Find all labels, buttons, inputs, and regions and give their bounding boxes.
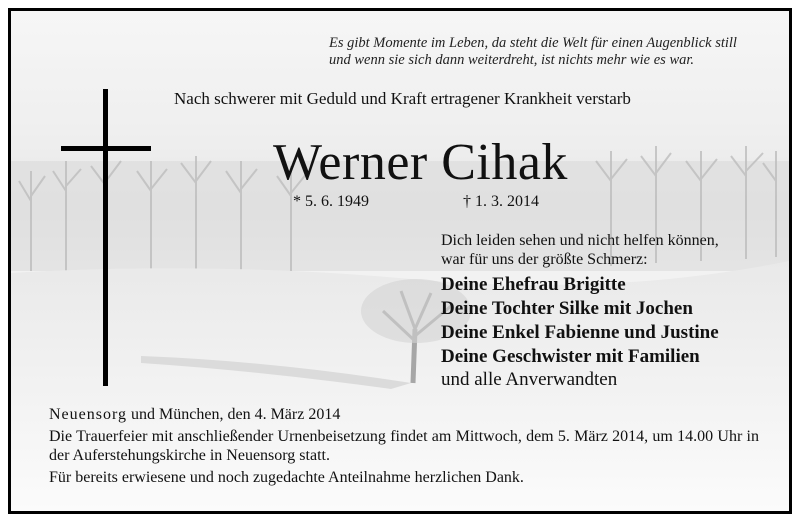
mourning-verse xyxy=(441,231,719,269)
family-list xyxy=(441,273,719,369)
place-town: Neuensorg xyxy=(49,406,128,423)
family-member: Deine Tochter Silke mit Jochen xyxy=(441,298,693,319)
cross-icon-bar xyxy=(61,146,151,151)
family-member: Deine Geschwister mit Familien xyxy=(441,346,700,367)
intro-text: Nach schwerer mit Geduld und Kraft ertragener Krankheit verstarb xyxy=(174,89,631,108)
quote-line-2: und wenn sie sich dann weiterdreht, ist nichts mehr wie es war. xyxy=(329,52,695,68)
family-member: Deine Enkel Fabienne und Justine xyxy=(441,322,719,343)
birth-date: * 5. 6. 1949 xyxy=(293,193,369,210)
verse-line-2: war für uns der größte Schmerz: xyxy=(441,251,648,268)
cross-icon xyxy=(103,89,108,386)
deceased-name: Werner Cihak xyxy=(273,134,568,191)
death-date: † 1. 3. 2014 xyxy=(463,193,539,210)
quote-line-1: Es gibt Momente im Leben, da steht die Welt für einen Augenblick still xyxy=(329,35,737,51)
place-rest: und München, den 4. März 2014 xyxy=(127,406,341,423)
place-and-date xyxy=(49,405,759,424)
family-member: Deine Ehefrau Brigitte xyxy=(441,274,626,295)
opening-quote xyxy=(329,35,769,69)
verse-line-1: Dich leiden sehen und nicht helfen können, xyxy=(441,232,719,249)
thanks-note: Für bereits erwiesene und noch zugedachte Anteilnahme herzlichen Dank. xyxy=(49,469,524,486)
obituary-frame xyxy=(8,8,792,514)
footer-notice xyxy=(49,405,759,487)
other-relatives: und alle Anverwandten xyxy=(441,369,618,390)
funeral-service-info: Die Trauerfeier mit anschließender Urnenbeisetzung findet am Mittwoch, dem 5. März 2014, um 14.00 Uhr in der Auferstehungskirche in Neuensorg statt. xyxy=(49,428,759,464)
